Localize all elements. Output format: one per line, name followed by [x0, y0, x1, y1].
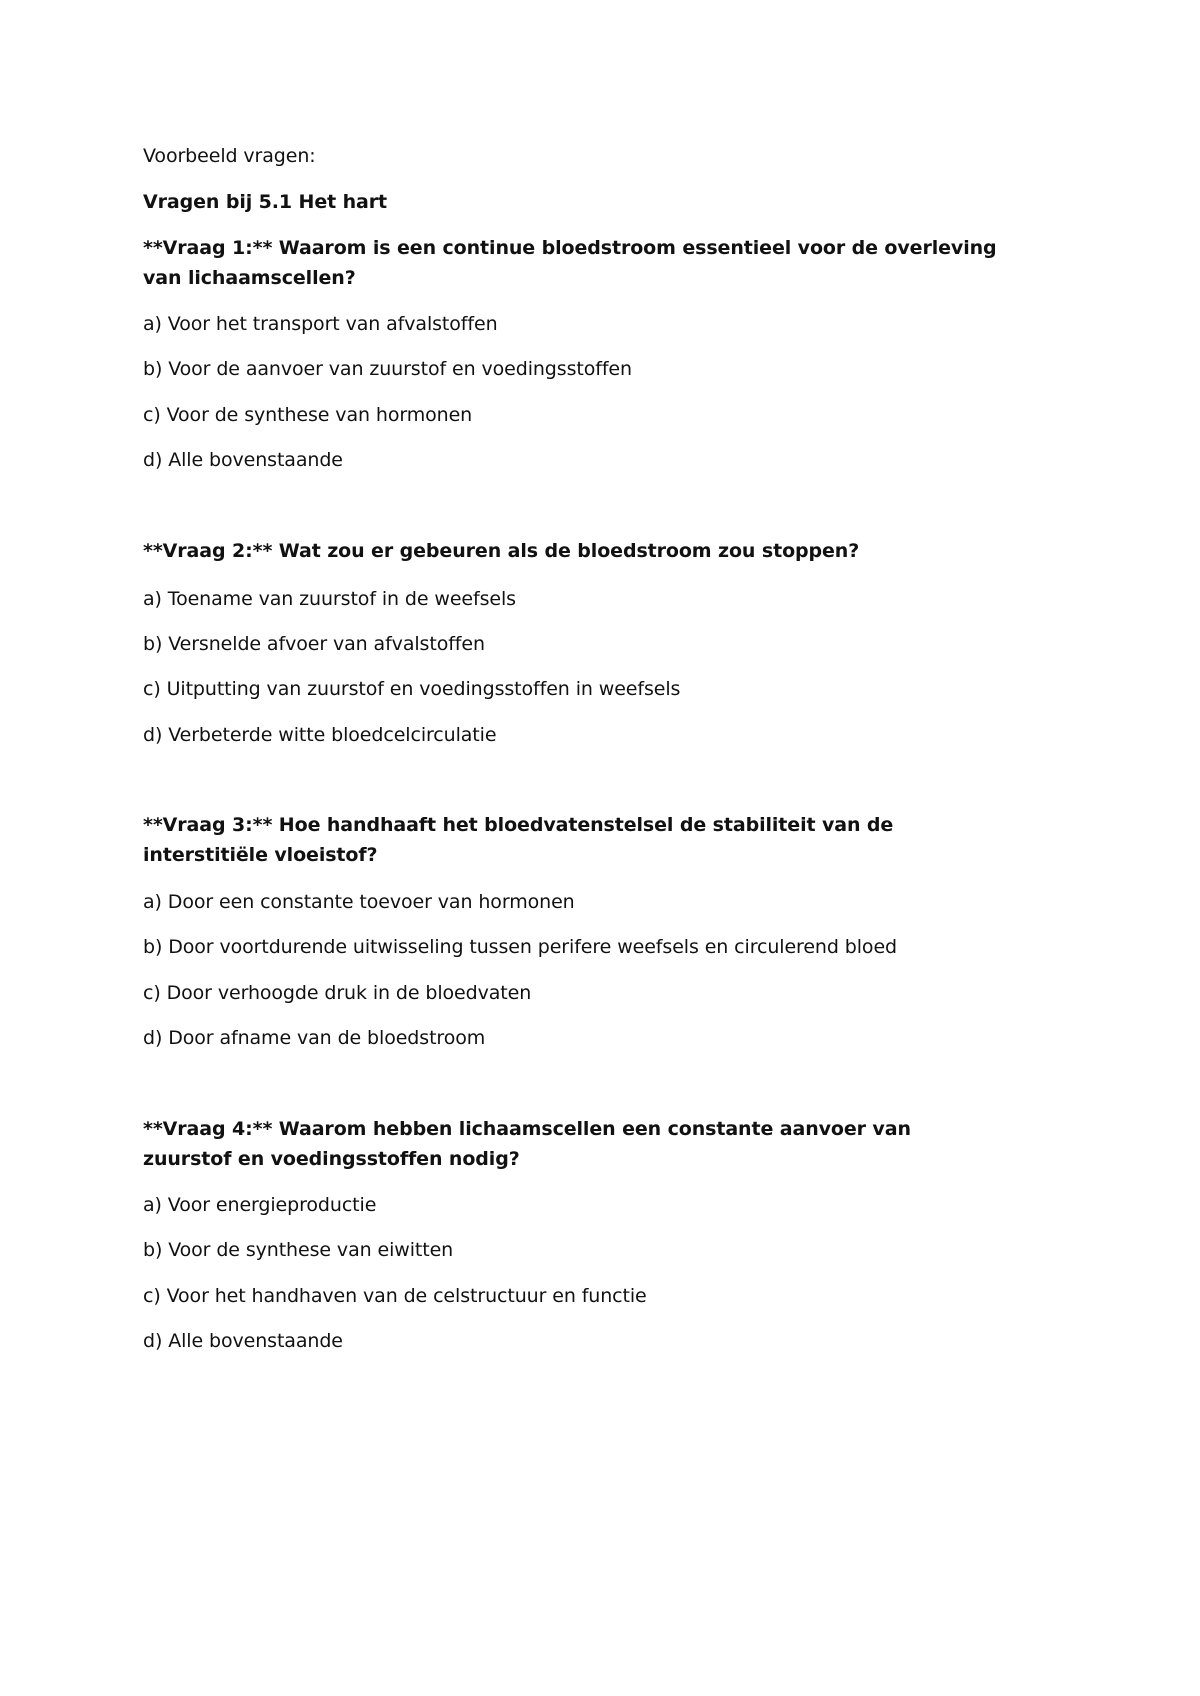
question-2-answer-d: d) Verbeterde witte bloedcelcirculatie: [143, 724, 497, 746]
question-4-text: **Vraag 4:** Waarom hebben lichaamscellen een constante aanvoer van zuurstof en voedingsstoffen nodig?: [143, 1118, 911, 1170]
question-2-answer-c: c) Uitputting van zuurstof en voedingsstoffen in weefsels: [143, 678, 681, 700]
question-3-answer-a: a) Door een constante toevoer van hormonen: [143, 891, 575, 913]
question-1-text: **Vraag 1:** Waarom is een continue bloedstroom essentieel voor de overleving van lichaamscellen?: [143, 237, 997, 289]
question-3-answer-c: c) Door verhoogde druk in de bloedvaten: [143, 982, 532, 1004]
section-subtitle: Vragen bij 5.1 Het hart: [143, 191, 388, 213]
question-3-answer-b: b) Door voortdurende uitwisseling tussen perifere weefsels en circulerend bloed: [143, 936, 897, 958]
question-3-text: **Vraag 3:** Hoe handhaaft het bloedvatenstelsel de stabiliteit van de interstitiële vloeistof?: [143, 814, 894, 866]
question-2-answer-a: a) Toename van zuurstof in de weefsels: [143, 588, 516, 610]
question-4-answer-b: b) Voor de synthese van eiwitten: [143, 1239, 454, 1261]
question-2-text: **Vraag 2:** Wat zou er gebeuren als de bloedstroom zou stoppen?: [143, 540, 860, 562]
question-2-answer-b: b) Versnelde afvoer van afvalstoffen: [143, 633, 485, 655]
question-4-answer-a: a) Voor energieproductie: [143, 1194, 377, 1216]
question-1-answer-b: b) Voor de aanvoer van zuurstof en voedingsstoffen: [143, 358, 632, 380]
question-4-answer-c: c) Voor het handhaven van de celstructuur en functie: [143, 1285, 647, 1307]
question-4-answer-d: d) Alle bovenstaande: [143, 1330, 343, 1352]
question-1-answer-a: a) Voor het transport van afvalstoffen: [143, 313, 498, 335]
question-1-answer-d: d) Alle bovenstaande: [143, 449, 343, 471]
question-3-answer-d: d) Door afname van de bloedstroom: [143, 1027, 486, 1049]
document-heading: Voorbeeld vragen:: [143, 145, 316, 167]
question-1-answer-c: c) Voor de synthese van hormonen: [143, 404, 473, 426]
